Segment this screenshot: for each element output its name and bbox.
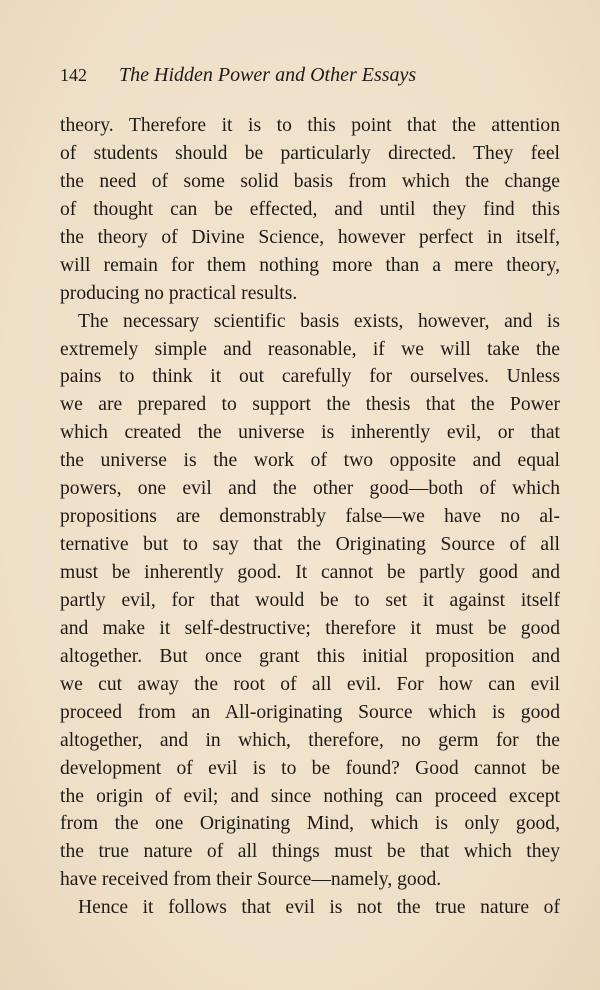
text-line: from the one Originating Mind, which is only good, — [60, 813, 560, 835]
text-line: extremely simple and reasonable, if we will take the — [60, 338, 560, 360]
running-header — [60, 64, 560, 87]
text-line: ternative but to say that the Originating Source of all — [60, 534, 560, 556]
text-line: we are prepared to support the thesis that the Power — [60, 394, 560, 416]
text-line: powers, one evil and the other good—both of which — [60, 478, 560, 500]
text-line: development of evil is to be found? Good cannot be — [60, 757, 560, 779]
text-line: altogether, and in which, therefore, no germ for the — [60, 729, 560, 751]
text-line: the universe is the work of two opposite and equal — [60, 450, 560, 472]
body-text — [60, 112, 560, 922]
text-line: of students should be particularly directed. They feel — [60, 142, 560, 164]
text-line: pains to think it out carefully for ourselves. Unless — [60, 366, 560, 388]
text-line: Hence it follows that evil is not the true nature of — [78, 897, 560, 919]
text-line: the need of some solid basis from which the change — [60, 170, 560, 192]
text-line: propositions are demonstrably false—we have no al- — [60, 506, 560, 528]
text-line: the origin of evil; and since nothing can proceed except — [60, 785, 560, 807]
text-line: partly evil, for that would be to set it against itself — [60, 589, 560, 611]
text-line: altogether. But once grant this initial proposition and — [60, 645, 560, 667]
text-line: have received from their Source—namely, good. — [60, 869, 442, 891]
text-line: of thought can be effected, and until they find this — [60, 198, 560, 220]
running-title: The Hidden Power and Other Essays — [119, 64, 417, 86]
text-line: the true nature of all things must be that which they — [60, 841, 560, 863]
text-line: producing no practical results. — [60, 282, 298, 304]
text-line: the theory of Divine Science, however perfect in itself, — [60, 226, 560, 248]
text-line: and make it self-destructive; therefore it must be good — [60, 617, 560, 639]
text-line: theory. Therefore it is to this point that the attention — [60, 115, 560, 136]
text-line: proceed from an All-originating Source which is good — [60, 701, 560, 723]
text-line: must be inherently good. It cannot be partly good and — [60, 562, 560, 583]
text-line: will remain for them nothing more than a mere theory, — [60, 254, 560, 276]
text-line: we cut away the root of all evil. For how can evil — [60, 673, 560, 695]
page-number: 142 — [60, 65, 87, 85]
text-line: The necessary scientific basis exists, however, and is — [78, 310, 560, 332]
text-line: which created the universe is inherently evil, or that — [60, 422, 560, 444]
